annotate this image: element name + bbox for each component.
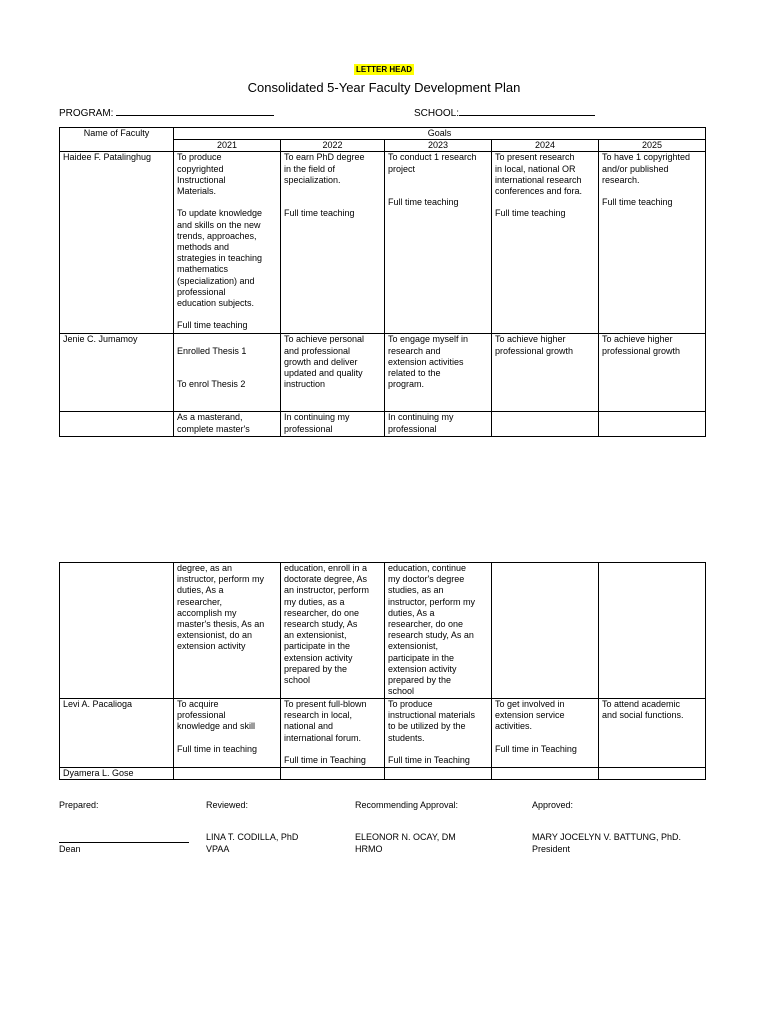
faculty-plan-table-part2 — [59, 562, 706, 780]
school-field — [414, 105, 595, 119]
school-blank-line — [459, 105, 595, 116]
goal-cell: To engage myself in research and extension activities related to the program. — [385, 334, 492, 412]
prepared-label: Prepared: — [59, 800, 99, 810]
faculty-name: Levi A. Pacalioga — [60, 699, 174, 768]
goal-cell: To achieve higher professional growth — [492, 334, 599, 412]
goal-cell: education, enroll in a doctorate degree, As an instructor, perform my duties, as a researcher, do one research study, As an extensionist, participate in the extension activity prepared by the school — [281, 563, 385, 699]
goal-cell — [492, 768, 599, 780]
year-header: 2021 — [174, 140, 281, 152]
goal-cell — [492, 412, 599, 437]
goal-cell — [492, 563, 599, 699]
year-header: 2023 — [385, 140, 492, 152]
approved-name: MARY JOCELYN V. BATTUNG, PhD. — [532, 832, 682, 842]
reviewed-label: Reviewed: — [206, 800, 249, 810]
table-row — [60, 699, 706, 768]
program-blank-line — [116, 105, 274, 116]
goal-cell: To produce copyrighted Instructional Materials. To update knowledge and skills on the new trends, approaches, methods and strategies in teaching mathematics (specialization) and professional education subjects. Full time teaching — [174, 152, 281, 334]
goal-cell: To present research in local, national OR international research conferences and fora. Full time teaching — [492, 152, 599, 334]
goal-cell: To get involved in extension service activities. Full time in Teaching — [492, 699, 599, 768]
table-row — [60, 152, 706, 334]
letterhead-label: LETTER HEAD — [356, 65, 412, 74]
goal-cell — [385, 768, 492, 780]
reviewed-title: VPAA — [206, 844, 230, 854]
goal-cell: To earn PhD degree in the field of specialization. Full time teaching — [281, 152, 385, 334]
goal-cell — [174, 768, 281, 780]
prepared-signature-line — [59, 842, 189, 843]
faculty-name: Jenie C. Jumamoy — [60, 334, 174, 412]
goal-cell: Enrolled Thesis 1 To enrol Thesis 2 — [174, 334, 281, 412]
faculty-name — [60, 563, 174, 699]
goal-cell: To have 1 copyrighted and/or published research. Full time teaching — [599, 152, 706, 334]
letterhead — [0, 59, 768, 77]
goal-cell: As a masterand, complete master's — [174, 412, 281, 437]
goal-cell — [599, 768, 706, 780]
goal-cell: In continuing my professional — [385, 412, 492, 437]
goal-cell: To achieve personal and professional growth and deliver updated and quality instruction — [281, 334, 385, 412]
table-row — [60, 412, 706, 437]
goal-cell: To attend academic and social functions. — [599, 699, 706, 768]
table-row — [60, 334, 706, 412]
year-header: 2025 — [599, 140, 706, 152]
faculty-name: Dyamera L. Gose — [60, 768, 174, 780]
recommending-name: ELEONOR N. OCAY, DM — [355, 832, 456, 842]
goal-cell: To produce instructional materials to be utilized by the students. Full time in Teaching — [385, 699, 492, 768]
table-header-row — [60, 128, 706, 140]
goal-cell: To acquire professional knowledge and skill Full time in teaching — [174, 699, 281, 768]
document-title: Consolidated 5-Year Faculty Development Plan — [247, 80, 521, 95]
goal-cell: education, continue my doctor's degree studies, as an instructor, perform my duties, As a researcher, do one research study, As an extensionist, participate in the extension activity prepared by the school — [385, 563, 492, 699]
year-header: 2024 — [492, 140, 599, 152]
recommending-approval-label: Recommending Approval: — [355, 800, 459, 810]
school-label: SCHOOL: — [414, 108, 460, 119]
faculty-plan-table-part1 — [59, 127, 706, 437]
goal-cell — [599, 563, 706, 699]
goal-cell: To present full-blown research in local, national and international forum. Full time in Teaching — [281, 699, 385, 768]
table-row — [60, 563, 706, 699]
goals-header: Goals — [174, 128, 706, 140]
goal-cell — [281, 768, 385, 780]
prepared-title: Dean — [59, 844, 81, 854]
recommending-title: HRMO — [355, 844, 383, 854]
year-header: 2022 — [281, 140, 385, 152]
goal-cell — [599, 412, 706, 437]
table-row — [60, 768, 706, 780]
faculty-name — [60, 412, 174, 437]
goal-cell: To achieve higher professional growth — [599, 334, 706, 412]
goal-cell: To conduct 1 research project Full time teaching — [385, 152, 492, 334]
goal-cell: degree, as an instructor, perform my duties, As a researcher, accomplish my master's thesis, As an extensionist, do an extension activity — [174, 563, 281, 699]
faculty-name: Haidee F. Patalinghug — [60, 152, 174, 334]
approved-title: President — [532, 844, 571, 854]
program-label: PROGRAM: — [59, 108, 114, 119]
goal-cell: In continuing my professional — [281, 412, 385, 437]
approved-label: Approved: — [532, 800, 574, 810]
reviewed-name: LINA T. CODILLA, PhD — [206, 832, 299, 842]
program-field — [59, 105, 274, 119]
name-of-faculty-header: Name of Faculty — [60, 128, 174, 152]
